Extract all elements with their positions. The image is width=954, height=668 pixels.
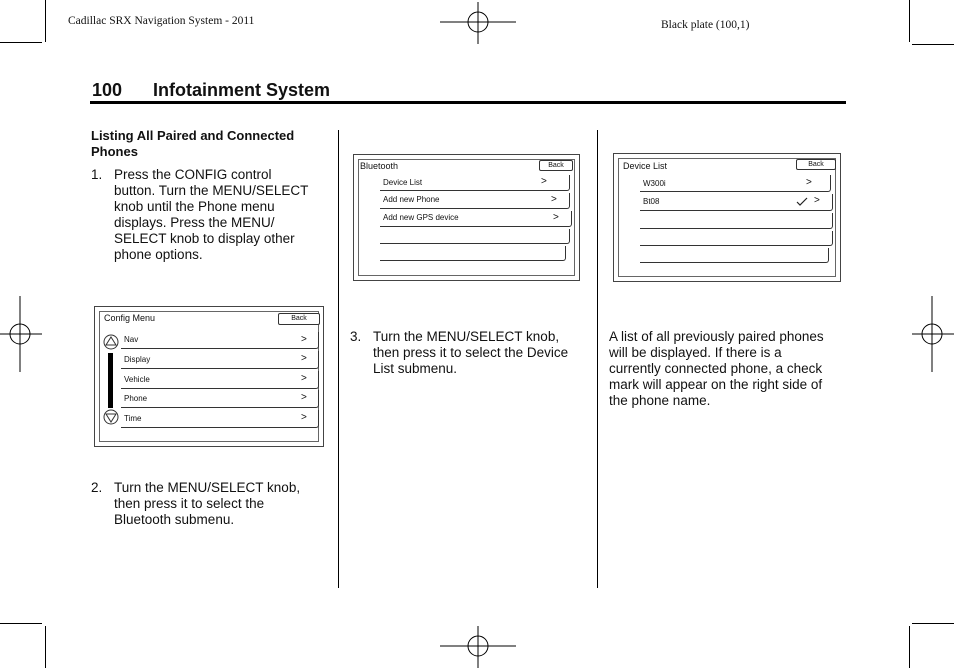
- chevron-right-icon: >: [301, 373, 307, 384]
- text-line: button. Turn the MENU/SELECT: [114, 183, 309, 198]
- step-1: [91, 167, 331, 267]
- menu-item-add-new-phone[interactable]: [380, 193, 570, 209]
- column-divider: [338, 130, 339, 588]
- device-item-empty: [640, 213, 833, 229]
- registration-target-icon: [440, 626, 516, 668]
- text-line: then press it to select the Device: [373, 345, 569, 360]
- chevron-right-icon: >: [301, 334, 307, 345]
- back-button[interactable]: Back: [796, 159, 836, 170]
- print-header-left: Cadillac SRX Navigation System - 2011: [68, 15, 255, 27]
- registration-target-icon: [440, 2, 516, 44]
- device-name: W300i: [643, 179, 666, 188]
- scrollbar[interactable]: [108, 353, 113, 408]
- section-title: Infotainment System: [153, 80, 331, 100]
- chevron-right-icon: >: [814, 195, 820, 206]
- crop-mark: [0, 623, 42, 624]
- device-item-connected[interactable]: [640, 194, 833, 211]
- menu-item-label: Vehicle: [124, 375, 150, 384]
- menu-item-label: Phone: [124, 394, 148, 403]
- crop-mark: [909, 0, 910, 42]
- step-text: [373, 329, 568, 377]
- menu-item-vehicle[interactable]: [121, 371, 319, 389]
- screen-title: Bluetooth: [360, 161, 399, 171]
- menu-item-label: Add new Phone: [383, 195, 440, 204]
- text-line: phone options.: [114, 247, 203, 262]
- crop-mark: [912, 623, 954, 624]
- print-header-right: Black plate (100,1): [661, 19, 750, 31]
- text-line: List submenu.: [373, 361, 458, 376]
- device-list-paragraph: [609, 329, 849, 409]
- menu-item-label: Device List: [383, 178, 423, 187]
- device-name: Bt08: [643, 197, 660, 206]
- step-number: 2.: [91, 480, 103, 495]
- device-item[interactable]: [640, 175, 831, 192]
- step-2: [91, 480, 331, 540]
- menu-item-empty: [380, 246, 566, 261]
- back-button[interactable]: Back: [278, 313, 320, 325]
- chevron-right-icon: >: [301, 353, 307, 364]
- chevron-right-icon: >: [301, 412, 307, 423]
- text-line: then press it to select the: [114, 496, 265, 511]
- crop-mark: [45, 0, 46, 42]
- menu-item-add-new-gps-device[interactable]: [380, 211, 572, 227]
- chevron-right-icon: >: [806, 177, 812, 188]
- menu-item-nav[interactable]: [121, 332, 319, 349]
- chevron-right-icon: >: [553, 212, 559, 223]
- text-line: Turn the MENU/SELECT knob,: [114, 480, 301, 495]
- text-line: will be displayed. If there is a: [609, 345, 782, 360]
- text-line: SELECT knob to display other: [114, 231, 295, 246]
- column-divider: [597, 130, 598, 588]
- chevron-right-icon: >: [301, 392, 307, 403]
- text-line: Bluetooth submenu.: [114, 512, 235, 527]
- section-heading: Listing All Paired and Connected Phones: [91, 128, 295, 159]
- menu-item-display[interactable]: [121, 351, 319, 369]
- menu-item-label: Display: [124, 355, 151, 364]
- screen-title: Device List: [623, 161, 668, 171]
- text-line: currently connected phone, a check: [609, 361, 823, 376]
- crop-mark: [909, 626, 910, 668]
- menu-item-label: Add new GPS device: [383, 213, 459, 222]
- registration-target-icon: [912, 296, 954, 372]
- text-line: Press the CONFIG control: [114, 167, 272, 182]
- step-number: 1.: [91, 167, 103, 182]
- screen-title: Config Menu: [104, 313, 156, 323]
- header-rule: [90, 101, 846, 104]
- chevron-right-icon: >: [541, 176, 547, 187]
- chevron-right-icon: >: [551, 194, 557, 205]
- crop-mark: [0, 42, 42, 43]
- step-3: [350, 329, 590, 389]
- checkmark-icon: [796, 197, 808, 207]
- step-text: [114, 167, 308, 263]
- step-number: 3.: [350, 329, 362, 344]
- device-list-screen: [613, 153, 841, 282]
- page-number: 100: [92, 80, 123, 100]
- menu-item-time[interactable]: [121, 410, 319, 428]
- menu-item-device-list[interactable]: [380, 175, 570, 191]
- menu-item-label: Time: [124, 414, 142, 423]
- config-menu-screen: [94, 306, 324, 447]
- scroll-up-icon[interactable]: [103, 334, 119, 350]
- crop-mark: [45, 626, 46, 668]
- text-line: Turn the MENU/SELECT knob,: [373, 329, 560, 344]
- back-button[interactable]: Back: [539, 160, 573, 171]
- text-line: A list of all previously paired phones: [609, 329, 824, 344]
- device-item-empty: [640, 231, 833, 246]
- text-line: knob until the Phone menu: [114, 199, 275, 214]
- text-line: mark will appear on the right side of: [609, 377, 823, 392]
- device-item-empty: [640, 248, 829, 263]
- step-text: [114, 480, 300, 528]
- bluetooth-screen: [353, 154, 580, 281]
- text-line: displays. Press the MENU/: [114, 215, 275, 230]
- crop-mark: [912, 44, 954, 45]
- registration-target-icon: [0, 296, 42, 372]
- menu-item-label: Nav: [124, 335, 139, 344]
- menu-item-empty: [380, 229, 570, 244]
- scroll-down-icon[interactable]: [103, 409, 119, 425]
- menu-item-phone[interactable]: [121, 390, 319, 408]
- text-line: the phone name.: [609, 393, 711, 408]
